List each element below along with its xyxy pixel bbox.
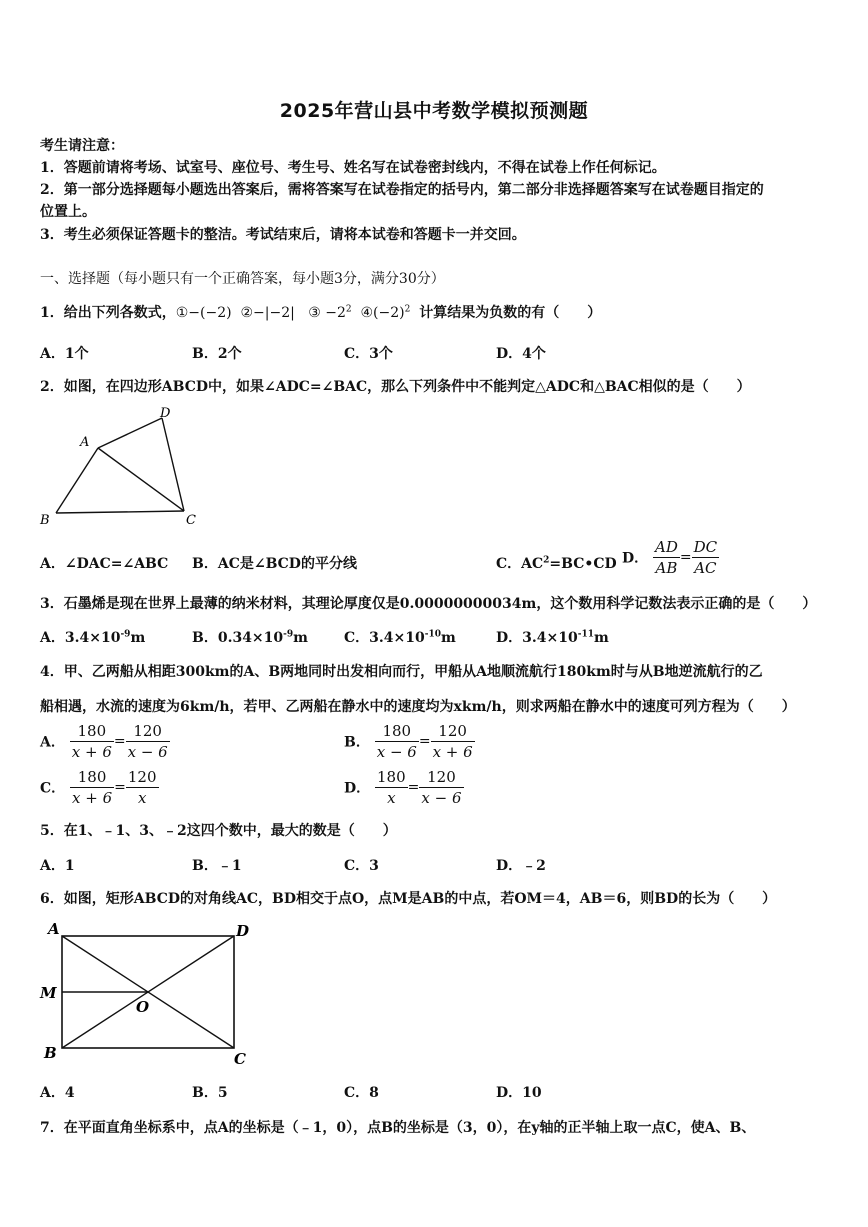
q1-expr-1: ①−(−2) <box>175 305 232 321</box>
q2-option-c[interactable]: C．$AC^2=BC•CD$ <box>496 555 617 572</box>
label-b: B <box>40 513 50 528</box>
q6-option-d[interactable]: D．10 <box>496 1085 542 1101</box>
label-b: B <box>44 1044 57 1062</box>
q1-option-c[interactable]: C．3个 <box>344 346 393 362</box>
label-d: D <box>160 406 171 421</box>
q1-option-b[interactable]: B．2个 <box>192 346 242 362</box>
q2-option-b[interactable]: B．AC是∠BCD的平分线 <box>192 556 357 572</box>
q2-d-frac-2: $\frac{DC}{AC}$ <box>693 538 718 577</box>
question-4-line-1: 4．甲、乙两船从相距300km的A、B两地同时出发相向而行，甲船从A地顺流航行180km时与从B地逆流航行的乙 <box>40 664 763 680</box>
q4-option-c[interactable]: C． $\frac{180}{x + 6}$ = $\frac{120}{x}$ <box>40 768 157 807</box>
label-m: M <box>40 984 57 1002</box>
q3-option-c[interactable]: C．$3.4\times 10^{-10}m$ <box>344 629 456 646</box>
question-1 <box>40 302 601 322</box>
notice-item-2-cont: 位置上。 <box>40 204 96 220</box>
label-a: A <box>48 920 60 938</box>
label-a: A <box>80 435 90 450</box>
label-d: D <box>236 922 250 940</box>
q6-option-b[interactable]: B．5 <box>192 1085 228 1101</box>
question-6: 6．如图，矩形ABCD的对角线AC，BD相交于点O，点M是AB的中点，若OM＝4，AB＝6，则BD的长为（ ） <box>40 891 777 907</box>
q1-expr-2: ②−|−2| <box>240 305 295 321</box>
segment-ad <box>98 418 162 448</box>
q4-d-frac-1: $\frac{180}{x}$ <box>377 768 406 807</box>
notice-item-2: 2．第一部分选择题每小题选出答案后，需将答案写在试卷指定的括号内，第二部分非选择题答案写在试卷题目指定的 <box>40 182 764 198</box>
q4-a-frac-2: $\frac{120}{x - 6}$ <box>127 722 168 761</box>
q5-option-b[interactable]: B．﹣1 <box>192 858 242 874</box>
q1-expr-4: $④(-2)^2$ <box>360 304 411 321</box>
q1-stem-b: 计算结果为负数的有（ ） <box>419 305 602 321</box>
q1-expr-3: ③ $-2^2$ <box>308 304 352 321</box>
section-heading: 一、选择题（每小题只有一个正确答案，每小题3分，满分30分） <box>40 271 445 287</box>
question-5: 5．在1、﹣1、3、﹣2这四个数中，最大的数是（ ） <box>40 823 397 839</box>
page-title: 2025年营山县中考数学模拟预测题 <box>279 100 589 122</box>
q4-b-frac-1: $\frac{180}{x - 6}$ <box>376 722 417 761</box>
q4-a-frac-1: $\frac{180}{x + 6}$ <box>71 722 112 761</box>
q4-option-d[interactable]: D． $\frac{180}{x}$ = $\frac{120}{x - 6}$ <box>344 768 462 807</box>
q6-option-c[interactable]: C．8 <box>344 1085 379 1101</box>
q4-b-frac-2: $\frac{120}{x + 6}$ <box>432 722 473 761</box>
q5-option-c[interactable]: C．3 <box>344 858 379 874</box>
q2-option-d[interactable]: D． $\frac{AD}{AB}$ = $\frac{DC}{AC}$ <box>622 538 718 577</box>
q4-c-frac-2: $\frac{120}{x}$ <box>127 768 157 807</box>
segment-ab <box>56 448 98 513</box>
q2-option-a[interactable]: A．∠DAC=∠ABC <box>40 556 169 572</box>
q1-option-a[interactable]: A．1个 <box>40 346 89 362</box>
q5-option-d[interactable]: D．﹣2 <box>496 858 546 874</box>
q4-c-frac-1: $\frac{180}{x + 6}$ <box>72 768 113 807</box>
question-3: 3．石墨烯是现在世界上最薄的纳米材料，其理论厚度仅是0.00000000034m，这个数用科学记数法表示正确的是（ ） <box>40 596 817 612</box>
notice-heading: 考生请注意： <box>40 138 124 154</box>
q2-d-frac-1: $\frac{AD}{AB}$ <box>655 538 678 577</box>
q2-figure <box>38 402 203 530</box>
q6-figure <box>36 918 261 1070</box>
q3-option-d[interactable]: D．$3.4\times 10^{-11}m$ <box>496 629 609 646</box>
label-o: O <box>136 998 150 1016</box>
q4-option-a[interactable]: A． $\frac{180}{x + 6}$ = $\frac{120}{x - 6}$ <box>40 722 168 761</box>
notice-item-3: 3．考生必须保证答题卡的整洁。考试结束后，请将本试卷和答题卡一并交回。 <box>40 227 526 243</box>
notice-item-1: 1．答题前请将考场、试室号、座位号、考生号、姓名写在试卷密封线内，不得在试卷上作任何标记。 <box>40 160 666 176</box>
q3-option-b[interactable]: B．$0.34\times 10^{-9}m$ <box>192 629 308 646</box>
q3-option-a[interactable]: A．$3.4\times 10^{-9}m$ <box>40 629 146 646</box>
question-4-line-2: 船相遇，水流的速度为6km/h，若甲、乙两船在静水中的速度均为xkm/h，则求两船在静水中的速度可列方程为（ ） <box>40 699 796 715</box>
segment-bc <box>56 511 184 513</box>
q5-option-a[interactable]: A．1 <box>40 858 75 874</box>
question-7: 7．在平面直角坐标系中，点A的坐标是（﹣1，0），点B的坐标是（3，0），在y轴的正半轴上取一点C，使A、B、 <box>40 1120 756 1136</box>
q6-option-a[interactable]: A．4 <box>40 1085 75 1101</box>
q4-option-b[interactable]: B． $\frac{180}{x - 6}$ = $\frac{120}{x + 6}$ <box>344 722 473 761</box>
q1-option-d[interactable]: D．4个 <box>496 346 546 362</box>
q1-stem-a: 1．给出下列各数式， <box>40 305 176 321</box>
question-2: 2．如图，在四边形ABCD中，如果∠ADC=∠BAC，那么下列条件中不能判定△ADC和△BAC相似的是（ ） <box>40 379 751 395</box>
label-c: C <box>234 1050 246 1068</box>
q4-d-frac-2: $\frac{120}{x - 6}$ <box>421 768 462 807</box>
label-c: C <box>186 513 196 528</box>
